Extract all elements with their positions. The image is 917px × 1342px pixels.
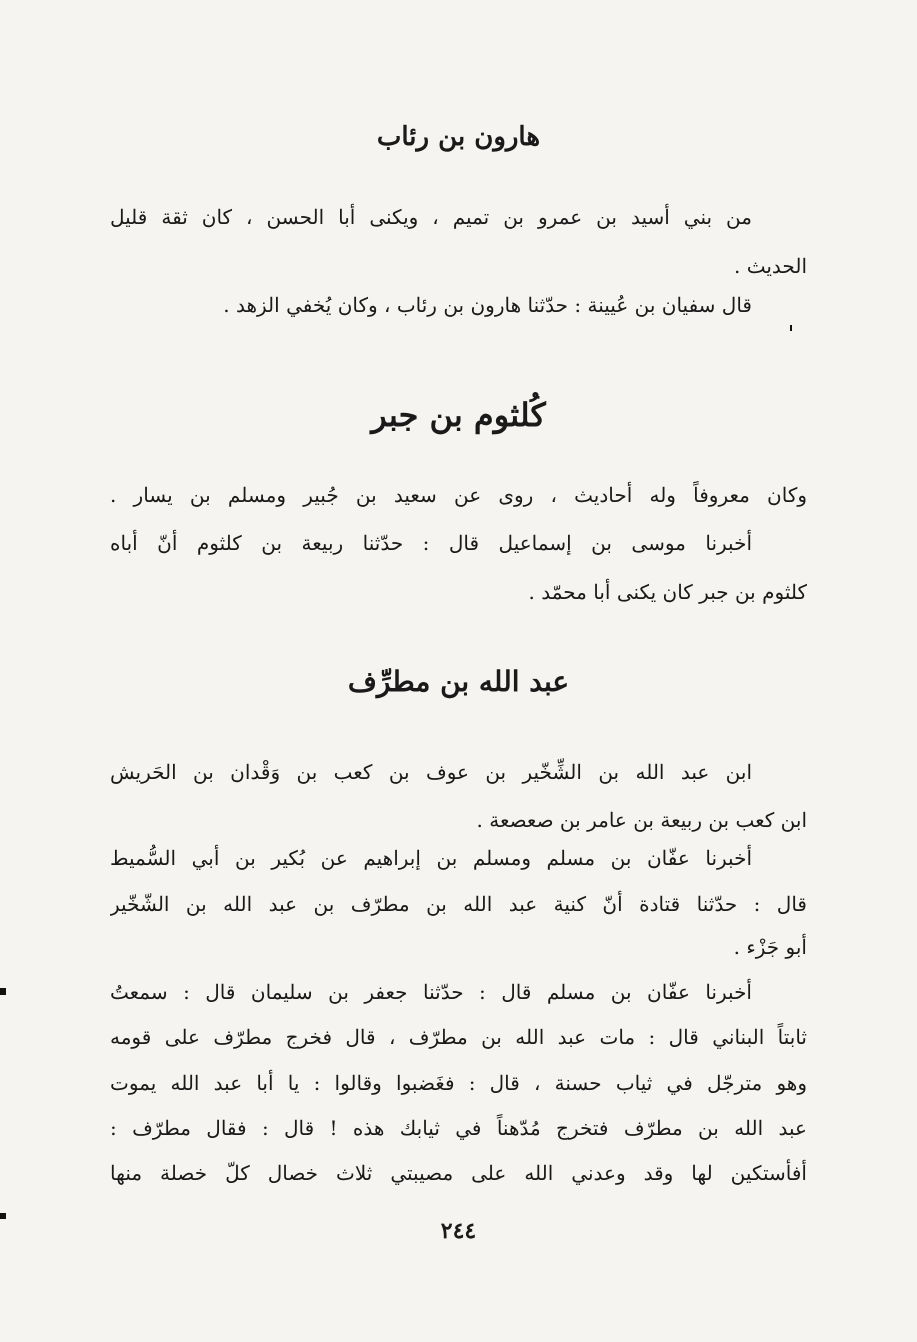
text-line: من بني أسيد بن عمرو بن تميم ، ويكنى أبا الحسن ، كان ثقة قليل: [110, 205, 752, 229]
text-line: قال : حدّثنا قتادة أنّ كنية عبد الله بن مطرّف بن عبد الله بن الشّخّير: [110, 892, 807, 916]
text-line: ابن كعب بن ربيعة بن عامر بن صعصعة .: [476, 808, 807, 832]
scan-speck: [0, 988, 6, 995]
scan-speck: [0, 1213, 6, 1219]
section-title-harun: هارون بن رئاب: [376, 122, 541, 152]
text-line: ابن عبد الله بن الشِّخّير بن عوف بن كعب بن وَقْدان بن الحَريش: [110, 760, 752, 784]
section-title-abdullah: عبد الله بن مطرِّف: [347, 665, 570, 698]
text-line: أفأستكين لها وقد وعدني الله على مصيبتي ثلاث خصال كلّ خصلة منها: [110, 1161, 807, 1185]
scan-speck: [790, 325, 792, 331]
text-line: عبد الله بن مطرّف فتخرج مُدّهناً في ثيابك هذه ! قال : فقال مطرّف :: [110, 1116, 807, 1140]
text-line: الحديث .: [734, 254, 807, 278]
text-line: قال سفيان بن عُيينة : حدّثنا هارون بن رئاب ، وكان يُخفي الزهد .: [223, 293, 752, 317]
text-line: وكان معروفاً وله أحاديث ، روى عن سعيد بن جُبير ومسلم بن يسار .: [110, 483, 807, 507]
text-line: أخبرنا عفّان بن مسلم ومسلم بن إبراهيم عن بُكير بن أبي السُّميط: [110, 846, 752, 870]
section-title-kulthum: كُلثوم بن جبر: [371, 396, 546, 434]
text-line: أخبرنا موسى بن إسماعيل قال : حدّثنا ربيعة بن كلثوم أنّ أباه: [110, 531, 752, 555]
text-line: ثابتاً البناني قال : مات عبد الله بن مطرّف ، قال فخرج مطرّف على قومه: [110, 1025, 807, 1049]
text-line: كلثوم بن جبر كان يكنى أبا محمّد .: [528, 580, 807, 604]
page-number: ٢٤٤: [440, 1218, 477, 1244]
text-line: أخبرنا عفّان بن مسلم قال : حدّثنا جعفر بن سليمان قال : سمعتُ: [110, 980, 752, 1004]
text-line: أبو جَزْء .: [733, 935, 807, 959]
text-line: وهو مترجّل في ثياب حسنة ، قال : فغَضبوا وقالوا : يا أبا عبد الله يموت: [110, 1071, 807, 1095]
